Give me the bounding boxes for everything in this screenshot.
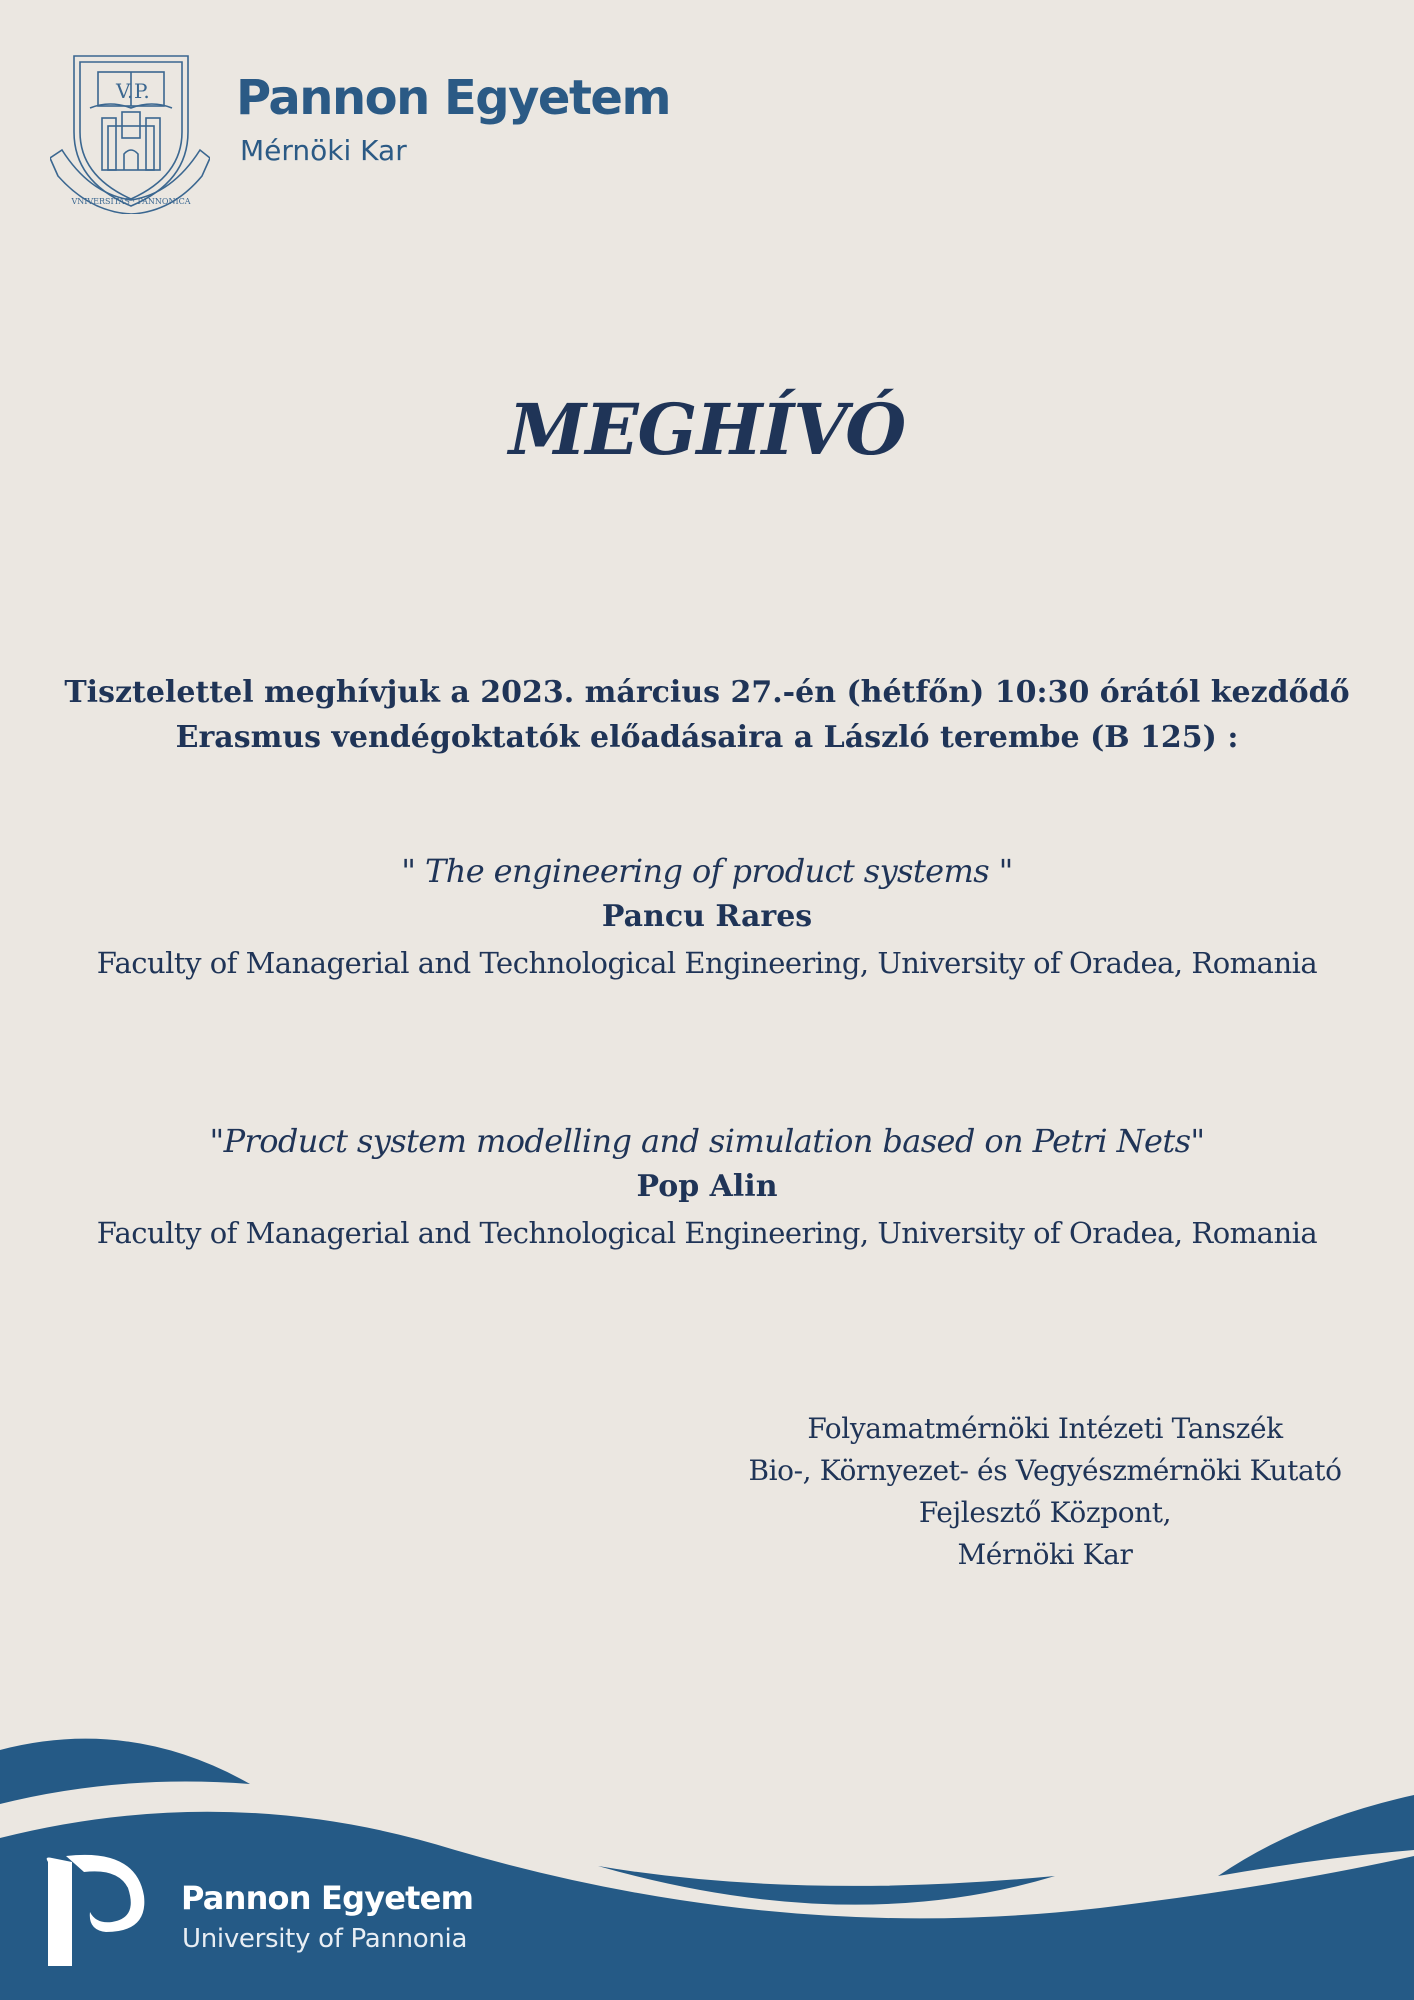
svg-text:V.: V. <box>116 79 134 103</box>
footer-university-name: Pannon Egyetem <box>181 1879 474 1917</box>
speaker-name: Pop Alin <box>636 1169 778 1204</box>
talk-title: "Product system modelling and simulation based on Petri Nets" <box>209 1122 1205 1160</box>
talk-block <box>0 1118 1414 1256</box>
faculty-name: Mérnöki Kar <box>240 134 407 167</box>
speaker-name: Pancu Rares <box>601 899 813 934</box>
signature-line: Mérnöki Kar <box>957 1538 1133 1571</box>
svg-text:P.: P. <box>134 79 150 103</box>
invitation-text: Tisztelettel meghívjuk a 2023. március 27.-én (hétfőn) 10:30 órától kezdődő Erasmus vendégoktatók előadásaira a László terembe (B 125) : <box>64 675 1350 755</box>
header <box>50 54 750 214</box>
signature-line: Fejlesztő Központ, <box>918 1496 1172 1529</box>
talk-title: " The engineering of product systems " <box>401 852 1013 890</box>
signature-line: Bio-, Környezet- és Vegyészmérnöki Kutató <box>748 1454 1342 1487</box>
organizer-signature <box>690 1408 1400 1576</box>
speaker-affiliation: Faculty of Managerial and Technological Engineering, University of Oradea, Romania <box>96 1216 1318 1250</box>
footer-wave-decoration <box>0 1730 1414 2000</box>
svg-text:VNIVERSITAS · PANNONICA: VNIVERSITAS · PANNONICA <box>71 197 191 206</box>
university-name: Pannon Egyetem <box>236 70 670 126</box>
pannon-p-logo <box>44 1854 154 1974</box>
speaker-affiliation: Faculty of Managerial and Technological Engineering, University of Oradea, Romania <box>96 946 1318 980</box>
footer-university-english: University of Pannonia <box>182 1924 468 1954</box>
signature-line: Folyamatmérnöki Intézeti Tanszék <box>807 1412 1283 1445</box>
page-title: MEGHÍVÓ <box>508 388 906 471</box>
university-crest-logo <box>50 54 210 214</box>
talk-block <box>0 848 1414 986</box>
